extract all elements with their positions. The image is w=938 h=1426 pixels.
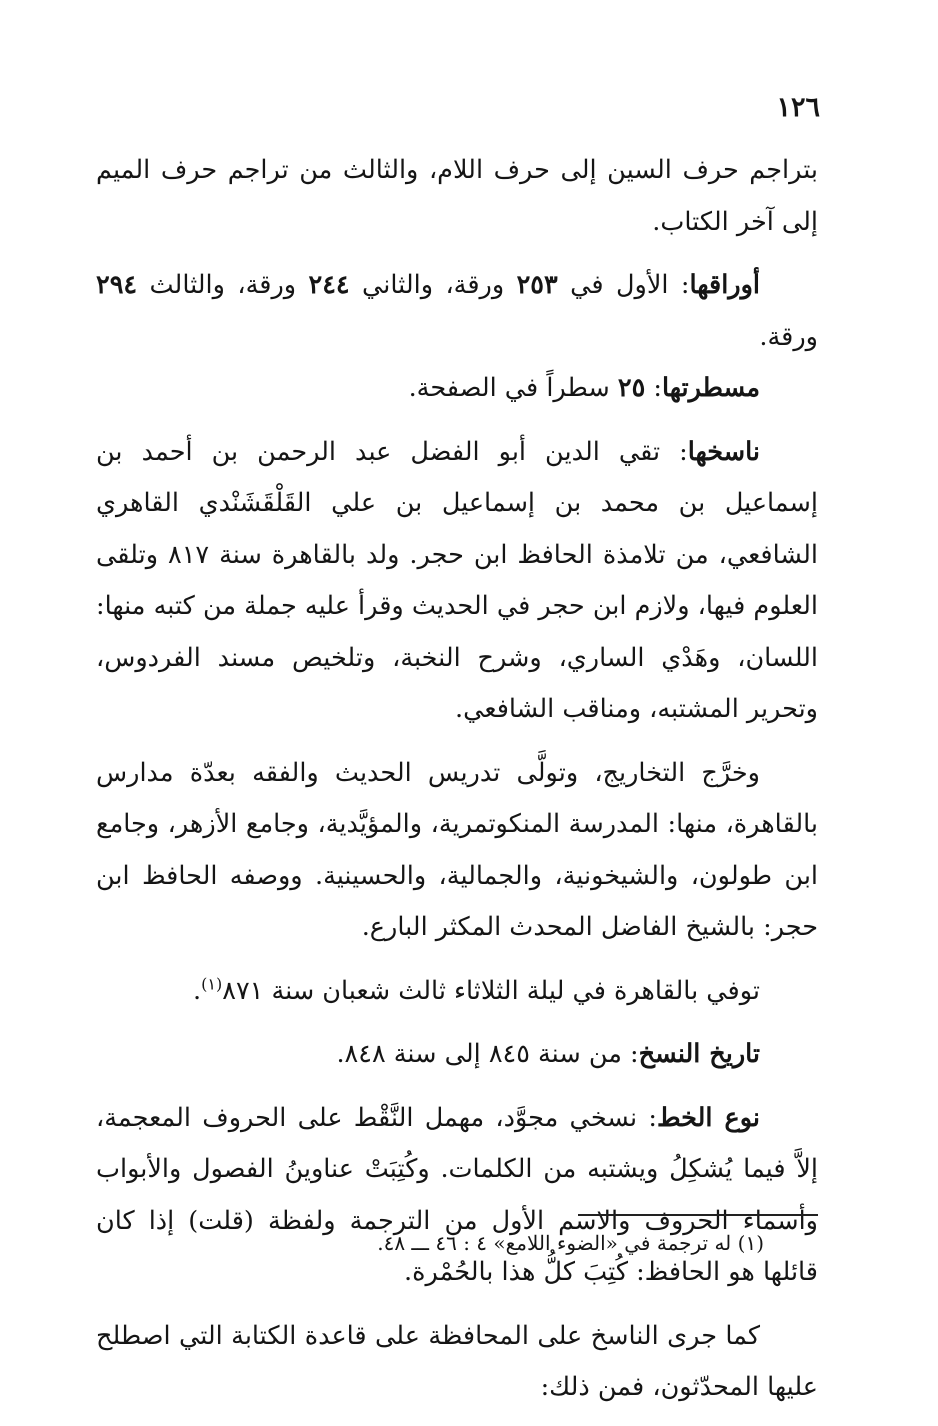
label-lines: مسطرتها xyxy=(661,373,760,403)
paragraph-conventions: كما جرى الناسخ على المحافظة على قاعدة الكتابة التي اصطلح عليها المحدّثون، فمن ذلك: xyxy=(96,1320,818,1402)
footnote-marker: (١) xyxy=(201,974,223,993)
label-copyist: ناسخها xyxy=(687,436,760,467)
paragraph-copyist: ناسخها: تقي الدين أبو الفضل عبد الرحمن بن أحمد بن إسماعيل بن محمد بن إسماعيل بن علي القَلْقَشَنْدي القاهري الشافعي، من تلامذة الحافظ ابن حجر. ولد بالقاهرة سنة ٨١٧ وتلقى العلوم فيها، ولازم ابن حجر في الحديث وقرأ عليه جملة من كتبه منها: اللسان، وهَدْي الساري، وشرح النخبة، وتلخيص مسند الفردوس، وتحرير المشتبه، ومناقب الشافعي. xyxy=(96,436,818,724)
paragraph-1: بتراجم حرف السين إلى حرف اللام، والثالث من تراجم حرف الميم إلى آخر الكتاب. xyxy=(96,155,818,237)
label-script-type: نوع الخط xyxy=(656,1102,760,1133)
paragraph-script-type: نوع الخط: نسخي مجوَّد، مهمل النَّقْط على الحروف المعجمة، إلاَّ فيما يُشكِلُ ويشتبه من الكلمات. وكُتِبَتْ عناوينُ الفصول والأبواب وأسماء الحروف والاسم الأول من الترجمة ولفظة (قلت) إذا كان قائلها هو الحافظ: كُتِبَ كلُّ هذا بالحُمْرة. xyxy=(96,1102,818,1287)
label-copy-date: تاريخ النسخ xyxy=(638,1039,760,1069)
page-number: ١٢٦ xyxy=(776,92,820,123)
footnote-divider xyxy=(578,1214,818,1216)
paragraph-lines: مسطرتها: ٢٥ سطراً في الصفحة. xyxy=(408,373,760,403)
paragraph-pages: أوراقها: الأول في ٢٥٣ ورقة، والثاني ٢٤٤ ورقة، والثالث ٢٩٤ ورقة. xyxy=(96,270,818,352)
paragraph-copy-date: تاريخ النسخ: من سنة ٨٤٥ إلى سنة ٨٤٨. xyxy=(336,1039,760,1069)
label-pages: أوراقها xyxy=(689,270,760,300)
paragraph-teaching: وخرَّج التخاريج، وتولَّى تدريس الحديث والفقه بعدّة مدارس بالقاهرة، منها: المدرسة المنكوتمرية، والمؤيَّدية، وجامع الأزهر، وجامع ابن طولون، والشيخونية، والجمالية، والحسينية. ووصفه الحافظ ابن حجر: بالشيخ الفاضل المحدث المكثر البارع. xyxy=(96,757,818,942)
paragraph-death: توفي بالقاهرة في ليلة الثلاثاء ثالث شعبان سنة ٨٧١$^{(١)}$. xyxy=(193,974,760,1006)
footnote: (١) له ترجمة في «الضوء اللامع» ٤ : ٤٦ ـــ ٤٨. xyxy=(377,1231,764,1255)
